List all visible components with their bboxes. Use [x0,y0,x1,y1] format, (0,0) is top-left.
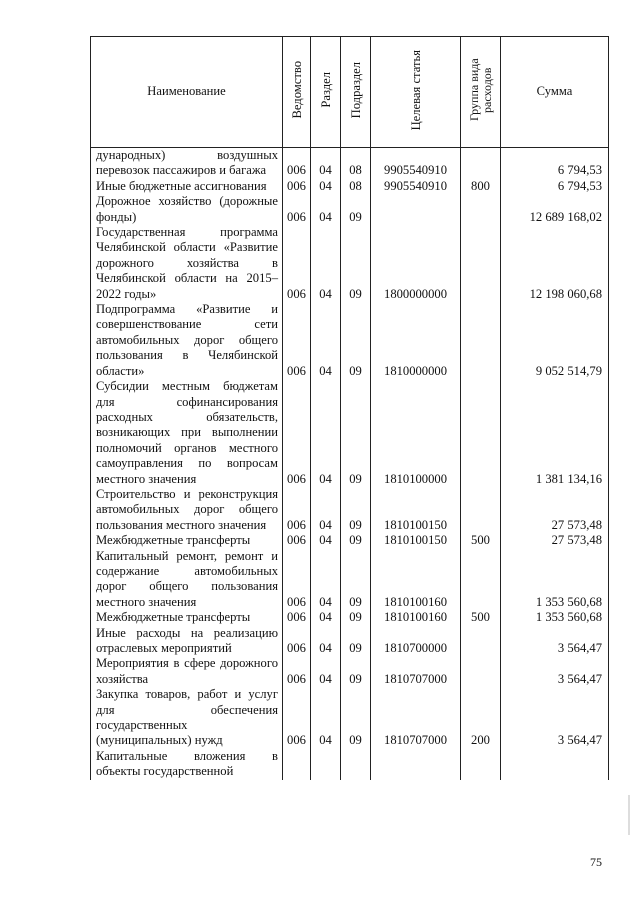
row-target: 1810707000 [371,656,461,687]
row-section: 04 [311,225,341,302]
row-subsection: 09 [341,626,371,657]
table-row [91,225,609,302]
row-expense-group [461,379,501,487]
row-subsection: 08 [341,148,371,179]
row-sum: 3 564,47 [501,656,609,687]
header-expense-group [461,37,501,148]
row-dept: 006 [283,626,311,657]
row-sum: 3 564,47 [501,626,609,657]
row-dept: 006 [283,487,311,533]
header-sum-label: Сумма [536,84,573,99]
table-body [91,148,609,780]
row-target: 1810100160 [371,549,461,611]
table-row [91,533,609,548]
row-target: 1800000000 [371,225,461,302]
row-subsection: 09 [341,687,371,749]
row-dept [283,749,311,780]
row-expense-group [461,487,501,533]
row-target: 1810000000 [371,302,461,379]
row-expense-group: 500 [461,610,501,625]
header-sum [501,37,609,148]
row-target [371,194,461,225]
row-name: Капитальные вложения в объекты государственной [91,749,283,780]
row-sum [501,749,609,780]
header-dept [283,37,311,148]
table-row [91,302,609,379]
row-target: 1810707000 [371,687,461,749]
row-target: 1810700000 [371,626,461,657]
row-target: 1810100150 [371,487,461,533]
row-subsection: 09 [341,225,371,302]
row-name: Субсидии местным бюджетам для софинансирования расходных обязательств, возникающих при выполнении полномочий органов местного самоуправления по вопросам местного значения [91,379,283,487]
row-sum: 27 573,48 [501,533,609,548]
row-subsection: 09 [341,533,371,548]
row-sum: 1 353 560,68 [501,549,609,611]
table-row [91,487,609,533]
table-row [91,179,609,194]
row-section [311,749,341,780]
header-target [371,37,461,148]
row-target: 9905540910 [371,148,461,179]
row-expense-group [461,194,501,225]
row-section: 04 [311,148,341,179]
row-sum: 27 573,48 [501,487,609,533]
row-sum: 6 794,53 [501,179,609,194]
row-expense-group [461,148,501,179]
row-dept: 006 [283,302,311,379]
header-target-label: Целевая статья [408,49,423,130]
row-subsection: 09 [341,610,371,625]
row-name: Межбюджетные трансферты [91,533,283,548]
table-row [91,610,609,625]
row-subsection: 09 [341,656,371,687]
header-section-label: Раздел [318,71,333,108]
row-section: 04 [311,302,341,379]
row-name: Дорожное хозяйство (дорожные фонды) [91,194,283,225]
row-target: 1810100160 [371,610,461,625]
row-name: Подпрограмма «Развитие и совершенствование сети автомобильных дорог общего пользования в Челябинской области» [91,302,283,379]
row-sum: 12 689 168,02 [501,194,609,225]
row-name: дународных) воздушных перевозок пассажиров и багажа [91,148,283,179]
table-row [91,656,609,687]
header-expense-group-label: Группа вида расходов [466,58,494,122]
row-dept: 006 [283,379,311,487]
row-expense-group [461,626,501,657]
row-name: Закупка товаров, работ и услуг для обеспечения государственных (муниципальных) нужд [91,687,283,749]
table-row [91,379,609,487]
row-target: 1810100000 [371,379,461,487]
row-name: Межбюджетные трансферты [91,610,283,625]
row-section: 04 [311,379,341,487]
row-section: 04 [311,656,341,687]
row-name: Иные бюджетные ассигнования [91,179,283,194]
table-row [91,549,609,611]
row-expense-group [461,302,501,379]
row-subsection: 09 [341,549,371,611]
page-number: 75 [590,855,602,869]
row-section: 04 [311,626,341,657]
row-dept: 006 [283,687,311,749]
row-sum: 1 353 560,68 [501,610,609,625]
header-subsection-label: Подраздел [348,61,363,118]
table-row [91,626,609,657]
row-sum: 3 564,47 [501,687,609,749]
row-subsection: 08 [341,179,371,194]
row-section: 04 [311,487,341,533]
row-dept: 006 [283,610,311,625]
row-expense-group: 800 [461,179,501,194]
row-subsection: 09 [341,194,371,225]
table-row [91,749,609,780]
row-expense-group [461,549,501,611]
row-subsection: 09 [341,487,371,533]
scan-mark [628,795,630,835]
header-name-label: Наименование [147,84,226,99]
row-sum: 9 052 514,79 [501,302,609,379]
row-expense-group: 200 [461,687,501,749]
row-sum: 12 198 060,68 [501,225,609,302]
row-subsection: 09 [341,379,371,487]
row-sum: 1 381 134,16 [501,379,609,487]
row-name: Иные расходы на реализацию отраслевых мероприятий [91,626,283,657]
row-sum: 6 794,53 [501,148,609,179]
row-subsection: 09 [341,302,371,379]
row-section: 04 [311,179,341,194]
row-expense-group [461,656,501,687]
table-row [91,148,609,179]
row-name: Мероприятия в сфере дорожного хозяйства [91,656,283,687]
row-section: 04 [311,549,341,611]
row-section: 04 [311,194,341,225]
row-dept: 006 [283,225,311,302]
row-dept: 006 [283,148,311,179]
row-dept: 006 [283,194,311,225]
header-dept-label: Ведомство [289,61,304,119]
row-section: 04 [311,533,341,548]
row-subsection [341,749,371,780]
row-expense-group [461,225,501,302]
row-section: 04 [311,610,341,625]
row-target: 1810100150 [371,533,461,548]
row-target [371,749,461,780]
header-section [311,37,341,148]
row-dept: 006 [283,656,311,687]
row-dept: 006 [283,533,311,548]
row-expense-group: 500 [461,533,501,548]
row-name: Строительство и реконструкция автомобильных дорог общего пользования местного значения [91,487,283,533]
row-section: 04 [311,687,341,749]
header-name [91,37,283,148]
row-expense-group [461,749,501,780]
header-row [91,37,609,148]
row-dept: 006 [283,549,311,611]
row-name: Капитальный ремонт, ремонт и содержание автомобильных дорог общего пользования местного значения [91,549,283,611]
row-name: Государственная программа Челябинской области «Развитие дорожного хозяйства в Челябинской области на 2015–2022 годы» [91,225,283,302]
table-header [91,37,609,148]
table-row [91,687,609,749]
row-target: 9905540910 [371,179,461,194]
table-row [91,194,609,225]
header-subsection [341,37,371,148]
budget-expenditure-table [90,36,609,780]
row-dept: 006 [283,179,311,194]
